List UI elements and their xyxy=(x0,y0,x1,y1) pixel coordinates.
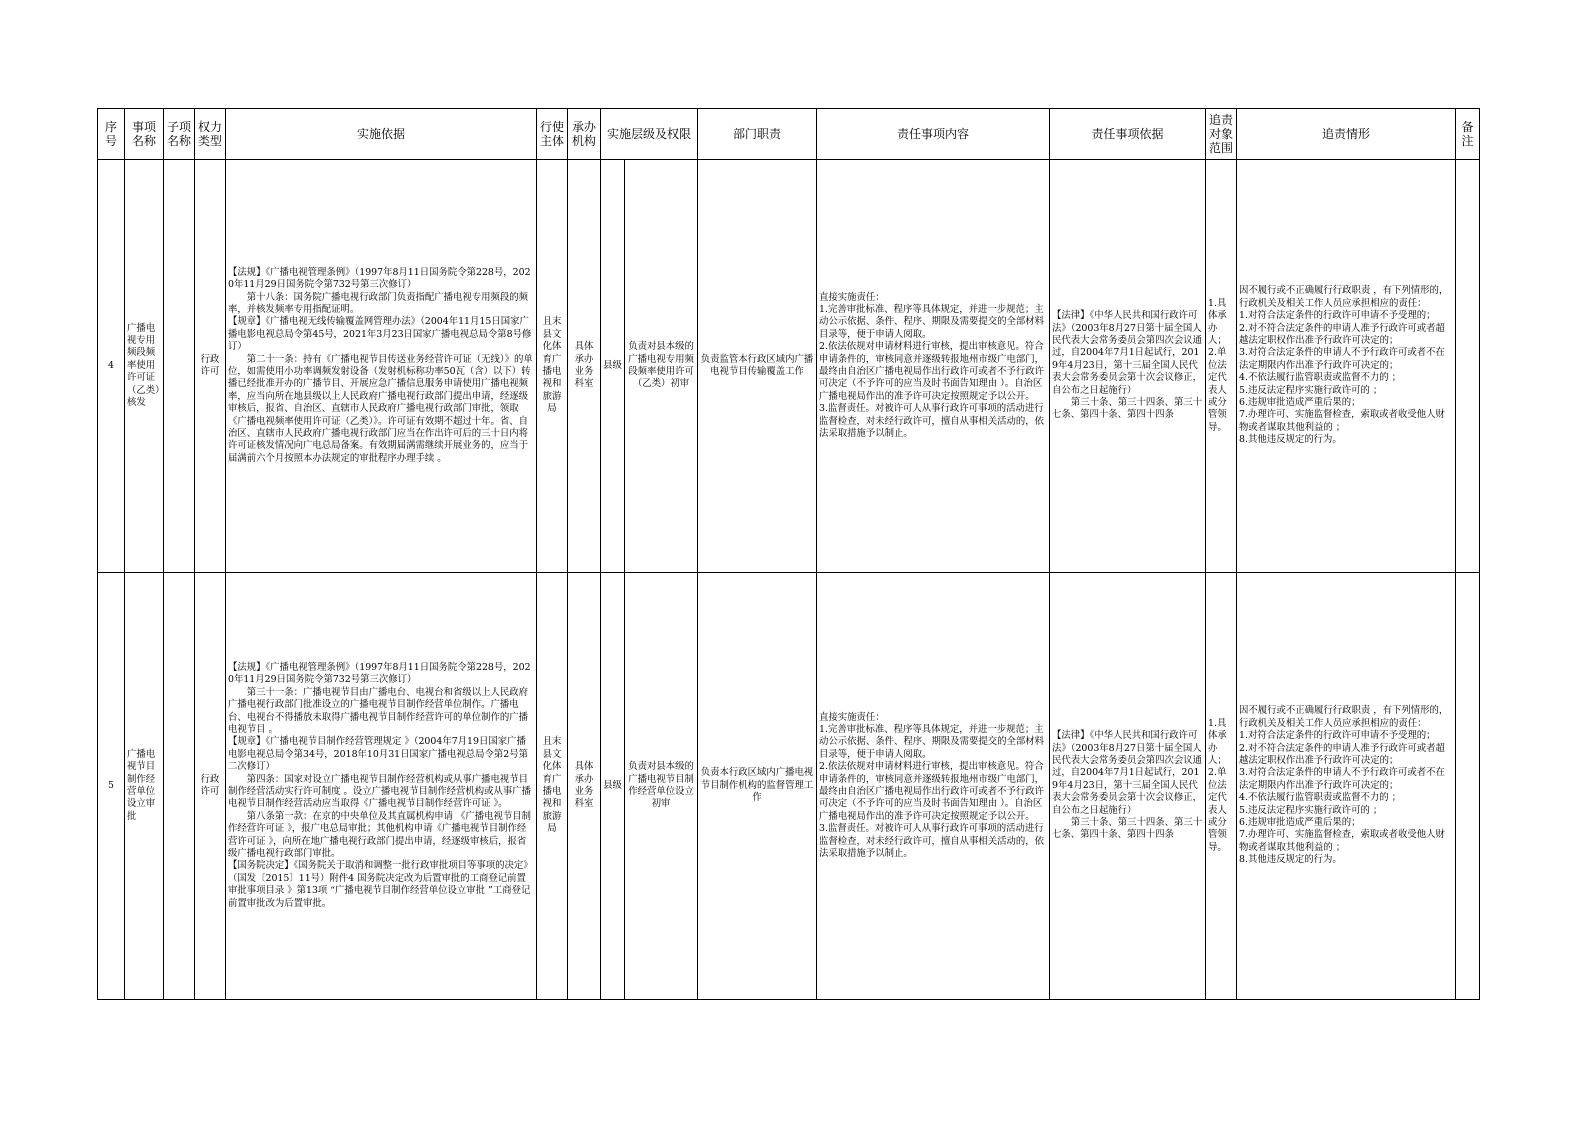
basis-line: 第二十一条：持有《广播电视节目传送业务经营许可证（无线）》的单位，如需使用小功率调频发射设备（发射机标称功率50瓦（含）以下）转播已经批准开办的广播节目、开展应急广播信息服务申请使用广播电视频率，应当向所在地县级以上人民政府广播电视行政部门提出申请，经逐级审核后，报省、自治区、直辖市人民政府广播电视行政部门审批，领取《广播电视频率使用许可证（乙类）》。许可证有效期不超过十年。省、自治区、直辖市人民政府广播电视行政部门应当在作出许可后的三十日内将许可证核发情况向广电总局备案。有效期届满需继续开展业务的，应当于届满前六个月按照本办法规定的审批程序办理手续 。 xyxy=(228,353,533,464)
power-list-sheet xyxy=(97,108,1480,1000)
header-row xyxy=(98,109,1480,160)
cell-accountability xyxy=(1237,160,1456,573)
header-seq: 序号 xyxy=(98,109,125,160)
resp-content-line: 3.监督责任。对被许可人从事行政许可事项的活动进行监督检查，对未经行政许可，擅自从事相关活动的，依法采取措施予以制止。 xyxy=(819,823,1045,860)
cell-sub-item xyxy=(164,573,195,1000)
cell-remark xyxy=(1456,160,1480,573)
accountability-line: 7.办理许可、实施监督检查，索取或者收受他人财物或者谋取其他利益的 ； xyxy=(1239,829,1445,853)
basis-line: 第十八条：国务院广播电视行政部门负责指配广播电视专用频段的频率，并核发频率专用指配证明。 xyxy=(228,291,529,315)
accountability-line: 1.对符合法定条件的行政许可申请不予受理的； xyxy=(1239,310,1436,322)
accountability-line: 1.对符合法定条件的行政许可申请不予受理的； xyxy=(1239,730,1436,742)
resp-content-line: 3.监督责任。对被许可人从事行政许可事项的活动进行监督检查，对未经行政许可，擅自从事相关活动的，依法采取措施予以制止。 xyxy=(819,403,1045,440)
resp-basis-line: 【法律】《中华人民共和国行政许可法》（2003年8月27日第十届全国人民代表大会常务委员会第四次会议通过，自2004年7月1日起试行，2019年4月23日，第十三届全国人民代表大会常务委员会第十次会议修正，自公布之日起施行） xyxy=(1052,310,1203,396)
header-power-type: 权力类型 xyxy=(195,109,226,160)
cell-scope: 1.具体承办人；2.单位法定代表人或分管领导。 xyxy=(1206,573,1237,1000)
cell-duty: 负责本行政区域内广播电视节目制作机构的监督管理工作 xyxy=(698,573,817,1000)
accountability-line: 5.违反法定程序实施行政许可的 ； xyxy=(1239,384,1383,396)
accountability-line: 4.不依法履行监管职责或监督不力的 ； xyxy=(1239,372,1401,384)
header-basis: 实施依据 xyxy=(226,109,537,160)
cell-resp-content xyxy=(817,160,1050,573)
resp-content-line: 1.完善审批标准、程序等具体规定，并进一步规范；主动公示依据、条件、程序、期限及需要提交的全部材料目录等，便于申请人阅取。 xyxy=(819,303,1045,340)
basis-line: 第四条：国家对设立广播电视节目制作经营机构或从事广播电视节目制作经营活动实行许可制度 。设立广播电视节目制作经营机构或从事广播电视节目制作经营活动应当取得《广播电视节目制作经营许可证 》。 xyxy=(228,773,531,810)
header-resp-content: 责任事项内容 xyxy=(817,109,1050,160)
accountability-line: 6.违规审批造成严重后果的； xyxy=(1239,817,1361,829)
cell-resp-content xyxy=(817,573,1050,1000)
cell-power-type: 行政许可 xyxy=(195,160,226,573)
cell-item-name: 广播电视专用频段频率使用许可证（乙类）核发 xyxy=(125,160,164,573)
cell-remark xyxy=(1456,573,1480,1000)
cell-scope: 1.具体承办人；2.单位法定代表人或分管领导。 xyxy=(1206,160,1237,573)
cell-resp-basis xyxy=(1050,573,1206,1000)
resp-content-line: 直接实施责任： xyxy=(819,291,885,303)
cell-authority: 负责对县本级的广播电视专用频段频率使用许可（乙类）初审 xyxy=(625,160,698,573)
header-accountability: 追责情形 xyxy=(1237,109,1456,160)
header-subject: 行使主体 xyxy=(537,109,568,160)
accountability-line: 5.违反法定程序实施行政许可的 ； xyxy=(1239,804,1383,816)
cell-org: 具体承办业务科室 xyxy=(568,160,601,573)
accountability-line: 4.不依法履行监管职责或监督不力的 ； xyxy=(1239,792,1401,804)
accountability-line: 7.办理许可、实施监督检查，索取或者收受他人财物或者谋取其他利益的 ； xyxy=(1239,409,1445,433)
cell-level: 县级 xyxy=(601,160,625,573)
resp-basis-line: 第三十条、第三十四条、第三十七条、第四十条、第四十四条 xyxy=(1052,817,1203,841)
basis-line: 第三十一条：广播电视节目由广播电台、电视台和省级以上人民政府广播电视行政部门批准设立的广播电视节目制作经营单位制作。广播电台、电视台不得播放未取得广播电视节目制作经营许可的单位制作的广播电视节目 。 xyxy=(228,686,529,735)
cell-level: 县级 xyxy=(601,573,625,1000)
header-remark: 备注 xyxy=(1456,109,1480,160)
table-row xyxy=(98,573,1480,1000)
cell-duty: 负责监管本行政区域内广播电视节目传输覆盖工作 xyxy=(698,160,817,573)
accountability-line: 3.对符合法定条件的申请人不予行政许可或者不在法定期限内作出准予行政许可决定的； xyxy=(1239,767,1445,791)
resp-basis-line: 【法律】《中华人民共和国行政许可法》（2003年8月27日第十届全国人民代表大会常务委员会第四次会议通过，自2004年7月1日起试行，2019年4月23日，第十三届全国人民代表大会常务委员会第十次会议修正，自公布之日起施行） xyxy=(1052,730,1203,816)
basis-line: 【规章】《广播电视节目制作经营管理规定 》（2004年7月19日国家广播电影电视总局令第34号，2018年10月31日国家广播电视总局令第2号第二次修订） xyxy=(228,736,528,773)
header-org: 承办机构 xyxy=(568,109,601,160)
cell-subject: 且末县文化体育广播电视和旅游局 xyxy=(537,573,568,1000)
basis-line: 【法规】《广播电视管理条例》（1997年8月11日国务院令第228号，2020年11月29日国务院令第732号第三次修订） xyxy=(228,266,531,291)
cell-authority: 负责对县本级的广播电视节目制作经营单位设立初审 xyxy=(625,573,698,1000)
cell-basis xyxy=(226,573,537,1000)
accountability-line: 8.其他违反规定的行为。 xyxy=(1239,854,1342,866)
cell-item-name: 广播电视节目制作经营单位设立审批 xyxy=(125,573,164,1000)
cell-resp-basis xyxy=(1050,160,1206,573)
basis-line: 【国务院决定】《国务院关于取消和调整一批行政审批项目等事项的决定》（国发〔2015〕11号）附件4 国务院决定改为后置审批的工商登记前置审批事项目录 》第13项 “广播电视节目制作经营单位设立审批 ”工商登记前置审批改为后置审批。 xyxy=(228,860,533,909)
power-list-table xyxy=(97,108,1480,1000)
header-sub-item: 子项名称 xyxy=(164,109,195,160)
resp-content-line: 2.依法依规对申请材料进行审核，提出审核意见。符合申请条件的，审核同意并逐级转报地州市级广电部门，最终由自治区广播电视局作出行政许可或者不予行政许可决定（不予许可的应当及时书面告知理由 ）。自治区广播电视局作出的准予许可决定按照规定予以公开。 xyxy=(819,341,1045,402)
accountability-line: 8.其他违反规定的行为。 xyxy=(1239,434,1342,446)
header-item-name: 事项名称 xyxy=(125,109,164,160)
accountability-line: 6.违规审批造成严重后果的； xyxy=(1239,397,1361,409)
accountability-line: 因不履行或不正确履行行政职责 ，有下列情形的，行政机关及相关工作人员应承担相应的责任： xyxy=(1239,705,1449,729)
accountability-line: 3.对符合法定条件的申请人不予行政许可或者不在法定期限内作出准予行政许可决定的； xyxy=(1239,347,1445,371)
resp-content-line: 2.依法依规对申请材料进行审核，提出审核意见。符合申请条件的，审核同意并逐级转报地州市级广电部门，最终由自治区广播电视局作出行政许可或者不予行政许可决定（不予许可的应当及时书面告知理由 ）。自治区广播电视局作出的准予许可决定按照规定予以公开。 xyxy=(819,761,1045,822)
basis-line: 第八条第一款：在京的中央单位及其直属机构申请 《广播电视节目制作经营许可证 》，报广电总局审批；其他机构申请《广播电视节目制作经营许可证 》，向所在地广播电视行政部门提出申请，经逐级审核后，报省级广播电视行政部门审批。 xyxy=(228,810,532,860)
cell-subject: 且末县文化体育广播电视和旅游局 xyxy=(537,160,568,573)
basis-line: 【规章】《广播电视无线传输覆盖网管理办法》（2004年11月15日国家广播电影电视总局令第45号，2021年3月23日国家广播电视总局令第8号修订） xyxy=(228,316,532,353)
accountability-line: 2.对不符合法定条件的申请人准予行政许可或者超越法定职权作出准予行政许可决定的； xyxy=(1239,322,1445,346)
cell-basis xyxy=(226,160,537,573)
cell-accountability xyxy=(1237,573,1456,1000)
cell-seq: 4 xyxy=(98,160,125,573)
cell-sub-item xyxy=(164,160,195,573)
cell-org: 具体承办业务科室 xyxy=(568,573,601,1000)
table-row xyxy=(98,160,1480,573)
resp-content-line: 直接实施责任： xyxy=(819,711,885,723)
resp-content-line: 1.完善审批标准、程序等具体规定，并进一步规范；主动公示依据、条件、程序、期限及需要提交的全部材料目录等，便于申请人阅取。 xyxy=(819,723,1045,760)
accountability-line: 2.对不符合法定条件的申请人准予行政许可或者超越法定职权作出准予行政许可决定的； xyxy=(1239,742,1445,766)
accountability-line: 因不履行或不正确履行行政职责 ，有下列情形的，行政机关及相关工作人员应承担相应的责任： xyxy=(1239,285,1449,309)
header-duty: 部门职责 xyxy=(698,109,817,160)
basis-line: 【法规】《广播电视管理条例》（1997年8月11日国务院令第228号，2020年11月29日国务院令第732号第三次修订） xyxy=(228,661,531,686)
cell-seq: 5 xyxy=(98,573,125,1000)
cell-power-type: 行政许可 xyxy=(195,573,226,1000)
header-scope: 追责对象范围 xyxy=(1206,109,1237,160)
header-resp-basis: 责任事项依据 xyxy=(1050,109,1206,160)
header-level: 实施层级及权限 xyxy=(601,109,698,160)
resp-basis-line: 第三十条、第三十四条、第三十七条、第四十条、第四十四条 xyxy=(1052,397,1203,421)
